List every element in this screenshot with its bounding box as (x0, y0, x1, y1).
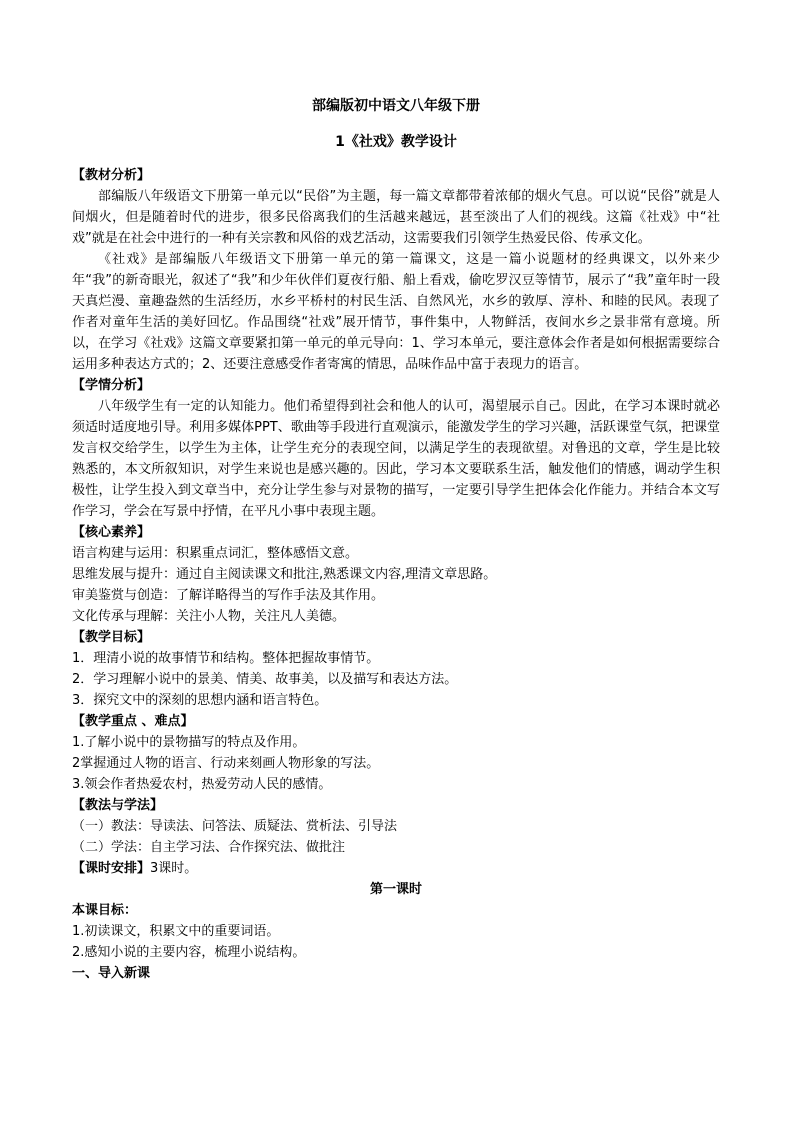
lesson-goal-item: 2.感知小说的主要内容，梳理小说结构。 (72, 945, 306, 960)
method-item: （二）学法：自主学习法、合作探究法、做批注 (72, 840, 346, 855)
section-heading-goals: 【教学目标】 (72, 630, 151, 645)
document-title: 部编版初中语文八年级下册 (312, 98, 480, 114)
literacy-item: 文化传承与理解：关注小人物，关注凡人美德。 (72, 609, 346, 624)
section-heading-methods: 【教法与学法】 (72, 798, 164, 813)
goal-item: 1．理清小说的故事情节和结构。整体把握故事情节。 (72, 651, 380, 666)
literacy-item: 语言构建与运用：积累重点词汇，整体感悟文意。 (72, 546, 359, 561)
schedule-label: 【课时安排】 (72, 861, 151, 876)
keypoint-item: 2掌握通过人物的语言、行动来刻画人物形象的写法。 (72, 756, 380, 771)
keypoint-item: 3.领会作者热爱农村，热爱劳动人民的感情。 (72, 777, 332, 792)
schedule-value: 3课时。 (150, 861, 198, 876)
step-heading: 一、导入新课 (72, 966, 151, 981)
literacy-item: 审美鉴赏与创造：了解详略得当的写作手法及其作用。 (72, 588, 385, 603)
goal-item: 3．探究文中的深刻的思想内涵和语言特色。 (72, 693, 328, 708)
document-body (72, 165, 720, 984)
lesson-goal-item: 1.初读课文，积累文中的重要词语。 (72, 924, 280, 939)
goal-item: 2．学习理解小说中的景美、情美、故事美，以及描写和表达方法。 (72, 672, 458, 687)
document-subtitle: 1《社戏》教学设计 (335, 134, 457, 150)
section-heading-materials: 【教材分析】 (72, 168, 151, 183)
method-item: （一）教法：导读法、问答法、质疑法、赏析法、引导法 (72, 819, 398, 834)
materials-paragraph-2: 《社戏》是部编版八年级语文下册第一单元的第一篇课文，这是一篇小说题材的经典课文，以外来少年“我”的新奇眼光，叙述了“我”和少年伙伴们夏夜行船、船上看戏，偷吃罗汉豆等情节，展示了“我”童年时一段天真烂漫、童趣盎然的生活经历，水乡平桥村的村民生活、自然风光，水乡的敦厚、淳朴、和睦的民风。表现了作者对童年生活的美好回忆。作品围绕“社戏”展开情节，事件集中，人物鲜活，夜间水乡之景非常有意境。所以，在学习《社戏》这篇文章要紧扣第一单元的单元导向：1、学习本单元，要注意体会作者是如何根据需要综合运用多种表达方式的；2、还要注意感受作者寄寓的情思，品味作品中富于表现力的语言。 (72, 252, 720, 372)
section-heading-literacy: 【核心素养】 (72, 525, 151, 540)
materials-paragraph-1: 部编版八年级语文下册第一单元以“民俗”为主题，每一篇文章都带着浓郁的烟火气息。可以说“民俗”就是人间烟火，但是随着时代的进步，很多民俗离我们的生活越来越远，甚至淡出了人们的视线。这篇《社戏》中“社戏”就是在社会中进行的一种有关宗教和风俗的戏艺活动，这需要我们引领学生热爱民俗、传承文化。 (72, 189, 720, 246)
section-heading-students: 【学情分析】 (72, 378, 151, 393)
keypoint-item: 1.了解小说中的景物描写的特点及作用。 (72, 735, 306, 750)
lesson-title: 第一课时 (369, 882, 422, 897)
schedule-line (72, 858, 720, 879)
students-paragraph: 八年级学生有一定的认知能力。他们希望得到社会和他人的认可，渴望展示自己。因此，在学习本课时就必须适时适度地引导。利用多媒体PPT、歌曲等手段进行直观演示，能激发学生的学习兴趣，活跃课堂气氛，把课堂发言权交给学生，以学生为主体，让学生充分的表现空间，以满足学生的表现欲望。对鲁迅的文章，学生是比较熟悉的，本文所叙知识，对学生来说也是感兴趣的。因此，学习本文要联系生活，触发他们的情感，调动学生积极性，让学生投入到文章当中，充分让学生参与对景物的描写，一定要引导学生把体会化作能力。并结合本文写作学习，学会在写景中抒情，在平凡小事中表现主题。 (72, 399, 720, 519)
section-heading-keypoints: 【教学重点 、难点】 (72, 714, 194, 729)
literacy-item: 思维发展与提升：通过自主阅读课文和批注,熟悉课文内容,理清文章思路。 (72, 567, 497, 582)
lesson-goals-label: 本课目标： (72, 903, 138, 918)
